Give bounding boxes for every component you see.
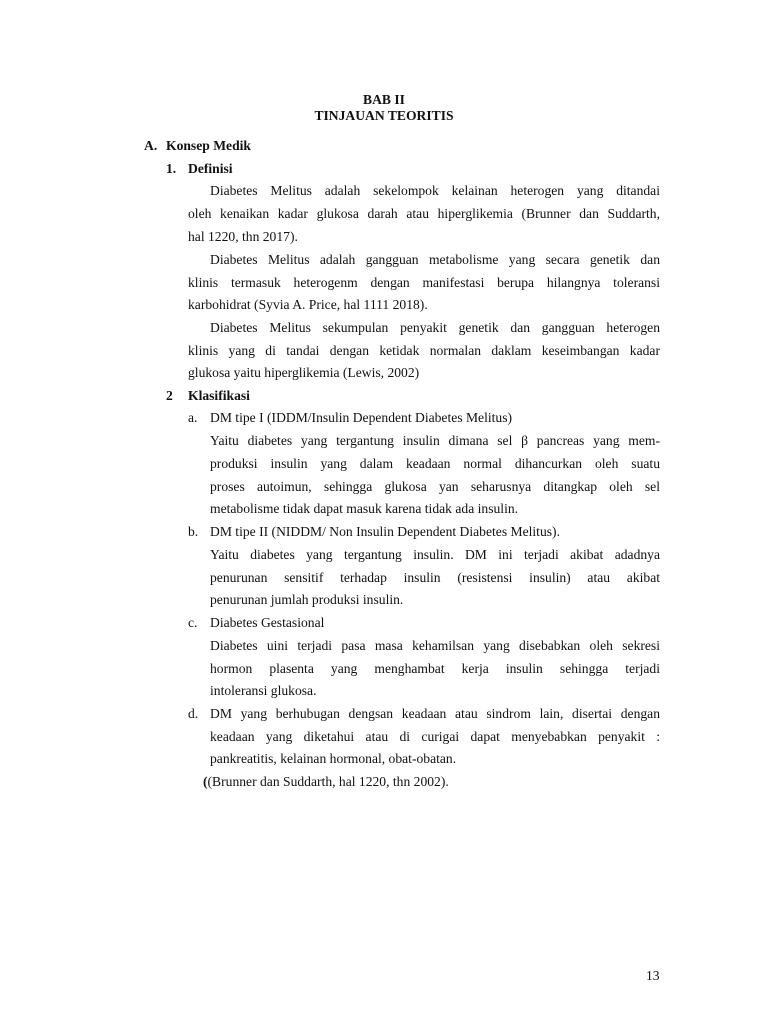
item-c-line: Diabetes uini terjadi pasa masa kehamilsan yang disebabkan oleh sekresi [210, 638, 660, 653]
item-title-c: Diabetes Gestasional [210, 615, 325, 630]
item-d-line: DM yang berhubugan dengsan keadaan atau sindrom lain, disertai dengan [210, 706, 660, 721]
definisi-marker: 1. [166, 161, 177, 176]
citation-bold-paren: ( [203, 774, 208, 789]
definisi-line: oleh kenaikan kadar glukosa darah atau hiperglikemia (Brunner dan Suddarth, [188, 206, 660, 221]
definisi-line: klinis yang di tandai dengan ketidak normalan daklam keseimbangan kadar [188, 343, 660, 358]
item-title-a: DM tipe I (IDDM/Insulin Dependent Diabetes Melitus) [210, 410, 513, 425]
klasifikasi-marker: 2 [166, 388, 173, 403]
definisi-line: hal 1220, thn 2017). [188, 229, 298, 244]
definisi-title: Definisi [188, 161, 233, 176]
item-a-line: produksi insulin yang dalam keadaan normal dihancurkan oleh suatu [210, 456, 660, 471]
definisi-line: glukosa yaitu hiperglikemia (Lewis, 2002) [188, 365, 420, 380]
definisi-line: Diabetes Melitus adalah sekelompok kelainan heterogen yang ditandai [210, 183, 660, 198]
item-a-line: proses autoimun, sehingga glukosa yan seharusnya ditangkap oleh sel [210, 479, 660, 494]
item-d-line: pankreatitis, kelainan hormonal, obat-obatan. [210, 751, 457, 766]
section-title: Konsep Medik [166, 138, 251, 153]
item-c-line: hormon plasenta yang menghambat kerja insulin sehingga terjadi [210, 661, 660, 676]
item-b-line: penurunan jumlah produksi insulin. [210, 592, 404, 607]
section-marker: A. [144, 138, 158, 153]
item-b-line: Yaitu diabetes yang tergantung insulin. DM ini terjadi akibat adadnya [210, 547, 660, 562]
item-a-line: Yaitu diabetes yang tergantung insulin dimana sel β pancreas yang mem- [210, 433, 660, 448]
item-d-line: keadaan yang diketahui atau di curigai dapat menyebabkan penyakit : [210, 729, 660, 744]
item-title-b: DM tipe II (NIDDM/ Non Insulin Dependent Diabetes Melitus). [210, 524, 560, 539]
chapter-number: BAB II [363, 92, 405, 107]
definisi-line: klinis termasuk heterogenm dengan manifestasi berupa hilangnya toleransi [188, 275, 660, 290]
definisi-line: Diabetes Melitus adalah gangguan metabolisme yang secara genetik dan [210, 252, 660, 267]
item-a-line: metabolisme tidak dapat masuk karena tidak ada insulin. [210, 501, 519, 516]
item-marker-d: d. [188, 706, 199, 721]
citation [203, 773, 449, 791]
chapter-title: TINJAUAN TEORITIS [314, 108, 454, 123]
item-marker-a: a. [188, 410, 198, 425]
page-number: 13 [646, 968, 660, 983]
definisi-line: karbohidrat (Syvia A. Price, hal 1111 2018). [188, 297, 428, 312]
klasifikasi-title: Klasifikasi [188, 388, 250, 403]
item-marker-c: c. [188, 615, 198, 630]
item-c-line: intoleransi glukosa. [210, 683, 317, 698]
item-b-line: penurunan sensitif terhadap insulin (resistensi insulin) atau akibat [210, 570, 660, 585]
item-marker-b: b. [188, 524, 199, 539]
definisi-line: Diabetes Melitus sekumpulan penyakit genetik dan gangguan heterogen [210, 320, 660, 335]
citation-text: (Brunner dan Suddarth, hal 1220, thn 2002). [207, 774, 449, 789]
